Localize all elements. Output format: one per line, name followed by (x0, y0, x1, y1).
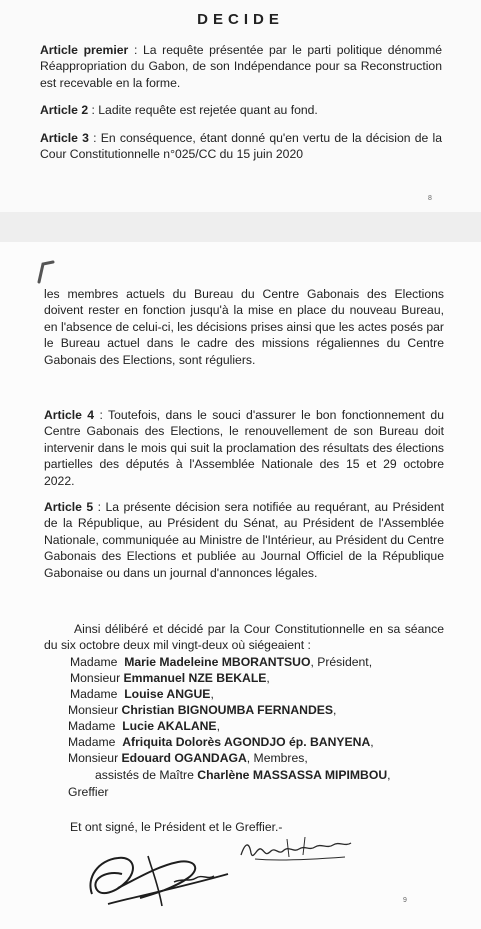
member-row (68, 750, 308, 766)
article-3-text: : En conséquence, étant donné qu'en vertu de la décision de la Cour Constitutionnelle n°025/CC du 15 juin 2020 (40, 131, 442, 162)
member-name: Afriquita Dolorès AGONDJO ép. BANYENA (122, 735, 371, 749)
member-row (70, 654, 372, 670)
article-4 (44, 407, 444, 489)
article-3 (40, 130, 442, 163)
article-2-text: : Ladite requête est rejetée quant au fond. (88, 103, 318, 117)
member-role: , Président, (310, 655, 373, 669)
article-premier-text: : La requête présentée par le parti politique dénommé Réappropriation du Gabon, de son Indépendance pour sa Reconstruction est recevable en la forme. (40, 43, 442, 90)
president-signature (78, 848, 238, 912)
member-name: Emmanuel NZE BEKALE (123, 671, 267, 685)
greffier-signature (235, 833, 355, 867)
article-premier (40, 42, 442, 91)
member-title: Madame (68, 735, 116, 749)
article-3-label: Article 3 (40, 131, 89, 145)
page-gap (0, 212, 481, 242)
member-name: Edouard OGANDAGA (121, 751, 247, 765)
decision-heading: DECIDE (197, 11, 284, 28)
member-row (68, 718, 220, 734)
member-role: , Membres, (246, 751, 308, 765)
article-5-text: : La présente décision sera notifiée au requérant, au Président de la République, au Président du Sénat, au Président de l'Assemblée Nationale, communiquée au Ministre de l'Intérieur, au Président du Centre Gabonais des Elections et publiée au Journal Officiel de la République Gabonaise ou dans un journal d'annonces légales. (44, 500, 444, 580)
article-premier-label: Article premier (40, 43, 129, 57)
article-4-label: Article 4 (44, 408, 95, 422)
assisted-role: , (387, 768, 391, 782)
member-title: Monsieur (68, 751, 119, 765)
member-title: Madame (68, 719, 116, 733)
member-role: , (266, 671, 270, 685)
page-8-fragment (0, 0, 481, 212)
assisted-prefix: assistés de Maître (95, 768, 194, 782)
member-name: Christian BIGNOUMBA FERNANDES (121, 703, 333, 717)
member-row (68, 734, 374, 750)
page-fold-mark (37, 260, 57, 284)
signature-statement: Et ont signé, le Président et le Greffier.- (70, 820, 283, 834)
member-name: Louise ANGUE (124, 687, 211, 701)
member-title: Monsieur (68, 703, 119, 717)
assisted-name: Charlène MASSASSA MIPIMBOU (197, 768, 388, 782)
article-2-label: Article 2 (40, 103, 89, 117)
member-name: Lucie AKALANE (122, 719, 217, 733)
member-title: Madame (70, 687, 118, 701)
assisted-by (95, 767, 391, 783)
article-4-text: : Toutefois, dans le souci d'assurer le bon fonctionnement du Centre Gabonais des Elections, le renouvellement de son Bureau doit intervenir dans le mois qui suit la proclamation des résultats des élections partielles des députés à l'Assemblée Nationale des 15 et 29 octobre 2022. (44, 408, 444, 488)
article-2 (40, 102, 442, 118)
member-title: Monsieur (70, 671, 121, 685)
member-title: Madame (70, 655, 118, 669)
member-role: , (333, 703, 337, 717)
deliberation-statement: Ainsi délibéré et décidé par la Cour Constitutionnelle en sa séance du six octobre deux mil vingt-deux où siégeaient : (44, 622, 444, 653)
member-name: Marie Madeleine MBORANTSUO (124, 655, 311, 669)
member-role: , (216, 719, 220, 733)
member-role: , (370, 735, 374, 749)
member-row (70, 686, 214, 702)
article-3-continuation: les membres actuels du Bureau du Centre Gabonais des Elections doivent rester en fonction jusqu'à la mise en place du nouveau Bureau, en l'absence de celui-ci, les décisions prises ainsi que les actes posés par le Bureau actuel dans le cadre des missions régaliennes du Centre Gabonais des Elections, sont réguliers. (44, 287, 444, 367)
member-row (70, 670, 270, 686)
page-number-bottom: 9 (403, 897, 407, 904)
greffier-label: Greffier (68, 785, 109, 799)
member-role: , (210, 687, 214, 701)
page-number-top: 8 (428, 195, 432, 202)
member-row (68, 702, 336, 718)
article-5 (44, 499, 444, 581)
article-5-label: Article 5 (44, 500, 94, 514)
